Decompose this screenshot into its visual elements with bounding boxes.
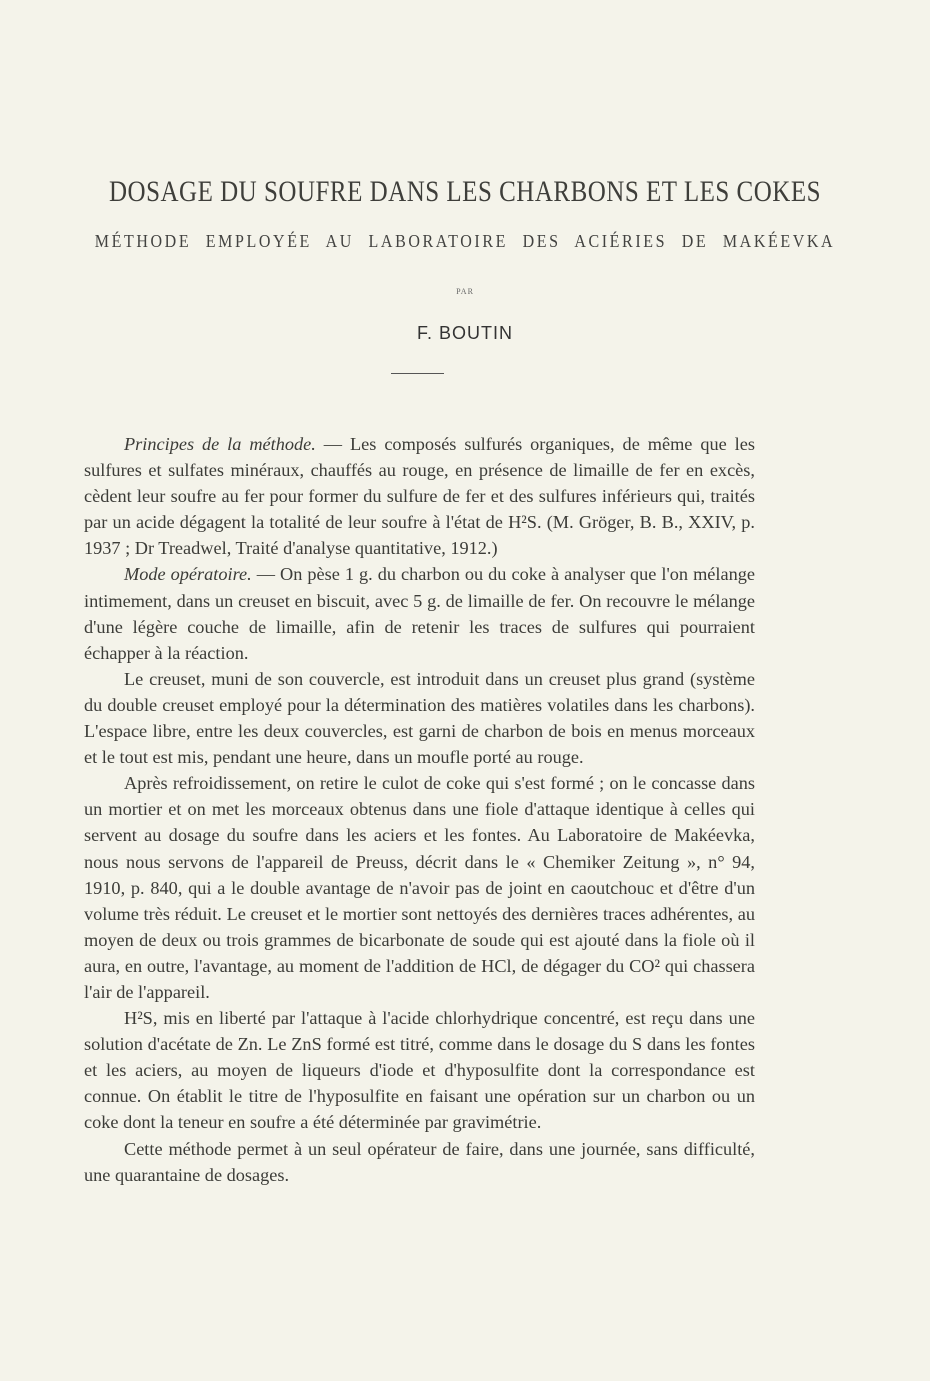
paragraph-text: Le creuset, muni de son couvercle, est introduit dans un creuset plus grand (système du double creuset employé pour la détermination des matières volatiles dans les charbons). L'espace libre, entre les deux couvercles, est garni de charbon de bois en menus morceaux et le tout est mis, pendant une heure, dans un moufle porté au rouge. [84,668,755,768]
article-body [84,431,755,1188]
paragraph-titration [84,1005,755,1135]
by-line-label: PAR [456,287,474,296]
paragraph-text: Cette méthode permet à un seul opérateur de faire, dans une journée, sans difficulté, une quarantaine de dosages. [84,1138,755,1185]
paragraph-principles [84,431,755,561]
paragraph-cooling [84,770,755,1005]
article-title: DOSAGE DU SOUFRE DANS LES CHARBONS ET LES COKES [108,176,821,208]
paragraph-text: — On pèse 1 g. du charbon ou du coke à analyser que l'on mélange intimement, dans un creuset en biscuit, avec 5 g. de limaille de fer. On recouvre le mélange d'une légère couche de limaille, afin de retenir les traces de sulfures qui pourraient échapper à la réaction. [84,564,755,663]
paragraph-lead: Principes de la méthode. [124,434,316,454]
paragraph-procedure [84,561,755,665]
paragraph-text: H²S, mis en liberté par l'attaque à l'acide chlorhydrique concentré, est reçu dans une solution d'acétate de Zn. Le ZnS formé est titré, comme dans le dosage du S dans les fontes et les aciers, au moyen de liqueurs d'iode et d'hyposulfite dont la correspondance est connue. On établit le titre de l'hyposulfite en faisant une opération sur un charbon ou un coke dont la teneur en soufre a été déterminée par gravimétrie. [84,1008,755,1133]
article-subtitle: MÉTHODE EMPLOYÉE AU LABORATOIRE DES ACIÉRIES DE MAKÉEVKA [94,232,836,252]
paragraph-lead: Mode opératoire. [124,564,252,585]
paragraph-crucible [84,666,755,770]
paragraph-text: — Les composés sulfurés organiques, de même que les sulfures et sulfates minéraux, chauffés au rouge, en présence de limaille de fer en excès, cèdent leur soufre au fer pour former du sulfure de fer et des sulfures inférieurs qui, traités par un acide dégagent la totalité de leur soufre à l'état de H²S. (M. Gröger, B. B., XXIV, p. 1937 ; Dr Treadwel, Traité d'analyse quantitative, 1912.) [84,434,755,559]
title-divider [391,373,444,374]
paragraph-conclusion [84,1136,755,1188]
author-name: F. BOUTIN [416,323,513,343]
paragraph-text: Après refroidissement, on retire le culot de coke qui s'est formé ; on le concasse dans un mortier et on met les morceaux obtenus dans une fiole d'attaque identique à celles qui servent au dosage du soufre dans les aciers et les fontes. Au Laboratoire de Makéevka, nous nous servons de l'appareil de Preuss, décrit dans le « Chemiker Zeitung », n° 94, 1910, p. 840, qui a le double avantage de n'avoir pas de joint en caoutchouc et d'être d'un volume très réduit. Le creuset et le mortier sont nettoyés des dernières traces adhérentes, au moyen de deux ou trois grammes de bicarbonate de soude qui est ajouté dans la fiole où il aura, en outre, l'avantage, au moment de l'addition de HCl, de dégager du CO² qui chassera l'air de l'appareil. [84,773,755,1002]
